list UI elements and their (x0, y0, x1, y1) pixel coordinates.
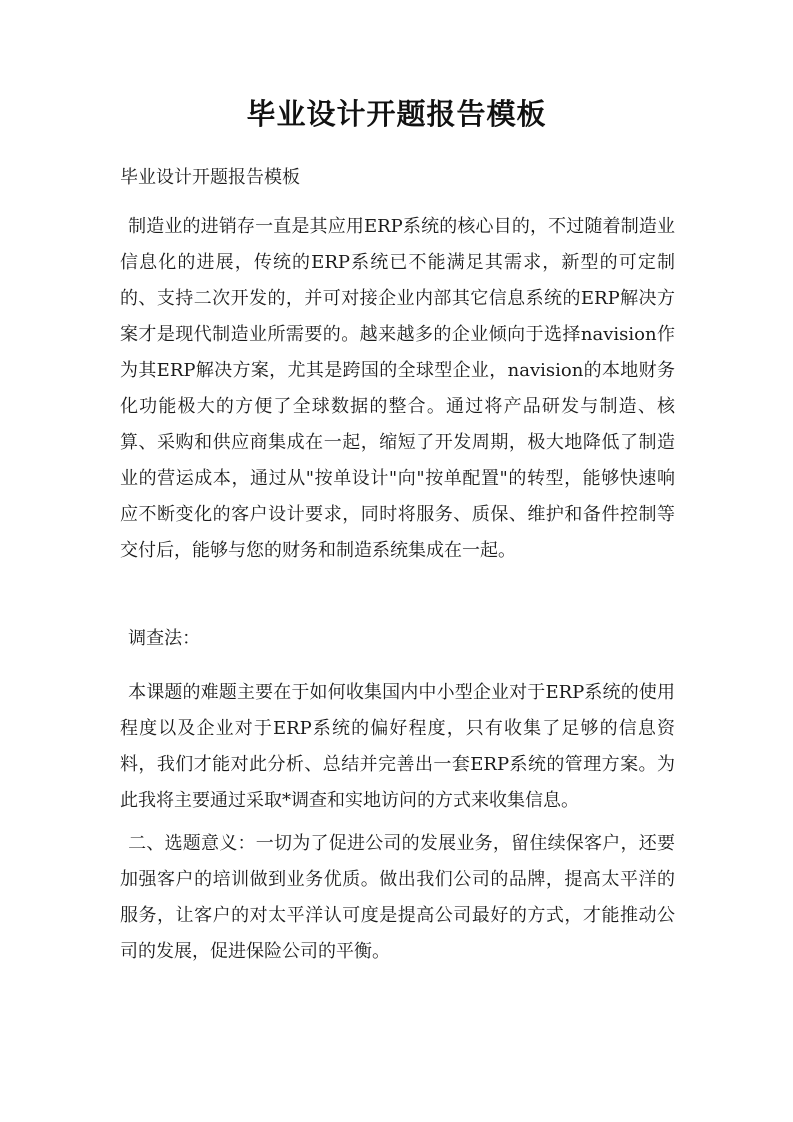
paragraph-survey-method: 本课题的难题主要在于如何收集国内中小型企业对于ERP系统的使用程度以及企业对于ERP系统的偏好程度，只有收集了足够的信息资料，我们才能对此分析、总结并完善出一套ERP系统的管理方案。为此我将主要通过采取*调查和实地访问的方式来收集信息。 (120, 682, 675, 811)
document-subtitle: 毕业设计开题报告模板 (120, 167, 300, 188)
paragraph-erp-intro: 制造业的进销存一直是其应用ERP系统的核心目的，不过随着制造业信息化的进展，传统的ERP系统已不能满足其需求，新型的可定制的、支持二次开发的，并可对接企业内部其它信息系统的ERP解决方案才是现代制造业所需要的。越来越多的企业倾向于选择navision作为其ERP解决方案，尤其是跨国的全球型企业，navision的本地财务化功能极大的方便了全球数据的整合。通过将产品研发与制造、核算、采购和供应商集成在一起，缩短了开发周期，极大地降低了制造业的营运成本，通过从"按单设计"向"按单配置"的转型，能够快速响应不断变化的客户设计要求，同时将服务、质保、维护和备件控制等交付后，能够与您的财务和制造系统集成在一起。 (120, 216, 675, 561)
paragraph-survey-method-heading: 调查法： (128, 628, 201, 649)
paragraph-topic-significance: 二、选题意义：一切为了促进公司的发展业务，留住续保客户，还要加强客户的培训做到业务优质。做出我们公司的品牌，提高太平洋的服务，让客户的对太平洋认可度是提高公司最好的方式，才能推动公司的发展，促进保险公司的平衡。 (120, 833, 675, 962)
page-title: 毕业设计开题报告模板 (246, 97, 547, 131)
